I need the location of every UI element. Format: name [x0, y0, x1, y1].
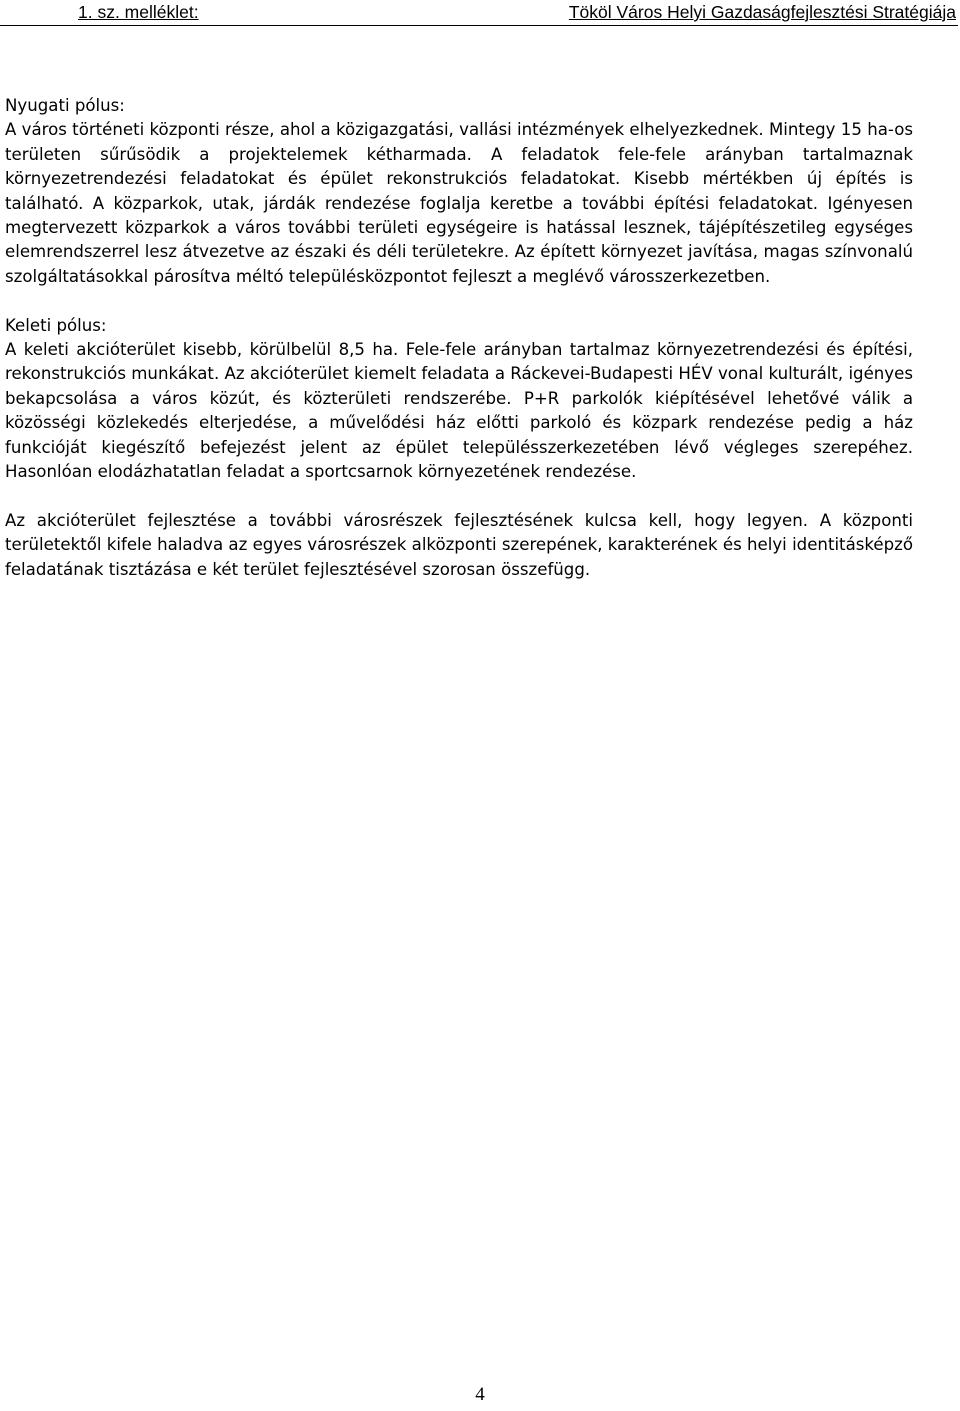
page-number: 4	[475, 1384, 485, 1405]
section-paragraph: A keleti akcióterület kisebb, körülbelül 8,5 ha. Fele-fele arányban tartalmaz környezetrendezési és építési, rekonstrukciós munkákat. Az akcióterület kiemelt feladata a Ráckevei-Budapesti HÉV vonal kulturált, igényes bekapcsolása a város közút, és közterületi rendszerébe. P+R parkolók kiépítésével lehetővé válik a közösségi közlekedés elterjedése, a művelődési ház előtti parkoló és közpark rendezése pedig a ház funkcióját kiegészítő befejezést jelent az épület településszerkezetében lévő végleges szerepéhez. Hasonlóan elodázhatatlan feladat a sportcsarnok környezetének rendezése.	[5, 340, 913, 482]
page-header	[0, 0, 958, 26]
section-paragraph: A város történeti központi része, ahol a közigazgatási, vallási intézmények elhelyezkednek. Mintegy 15 ha-os területen sűrűsödik a projektelemek kétharmada. A feladatok fele-fele arányban tartalmaznak környezetrendezési feladatokat és épület rekonstrukciós feladatokat. Kisebb mértékben új építés is található. A közparkok, utak, járdák rendezése foglalja keretbe a további építési feladatokat. Igényesen megtervezett közparkok a város további területi egységeire is hatással lesznek, tájépítészetileg egységes elemrendszerrel lesz átvezetve az északi és déli területekre. Az épített környezet javítása, magas színvonalú szolgáltatásokkal párosítva méltó településközpontot fejleszt a meglévő városszerkezetben.	[5, 120, 913, 286]
paragraph-spacer	[5, 484, 913, 508]
paragraph-spacer	[5, 289, 913, 313]
header-document-title: Tököl Város Helyi Gazdaságfejlesztési Stratégiája	[568, 2, 956, 22]
section-title: Keleti pólus:	[5, 315, 107, 335]
closing-paragraph: Az akcióterület fejlesztése a további városrészek fejlesztésének kulcsa kell, hogy legyen. A központi területektől kifele haladva az egyes városrészek alközponti szerepének, karakterének és helyi identitásképző feladatának tisztázása e két terület fejlesztésével szorosan összefügg.	[5, 510, 913, 579]
document-body	[5, 94, 913, 582]
section-title: Nyugati pólus:	[5, 96, 125, 115]
section-western-pole	[5, 94, 913, 289]
header-annex-label: 1. sz. melléklet:	[78, 2, 199, 22]
section-eastern-pole	[5, 314, 913, 485]
